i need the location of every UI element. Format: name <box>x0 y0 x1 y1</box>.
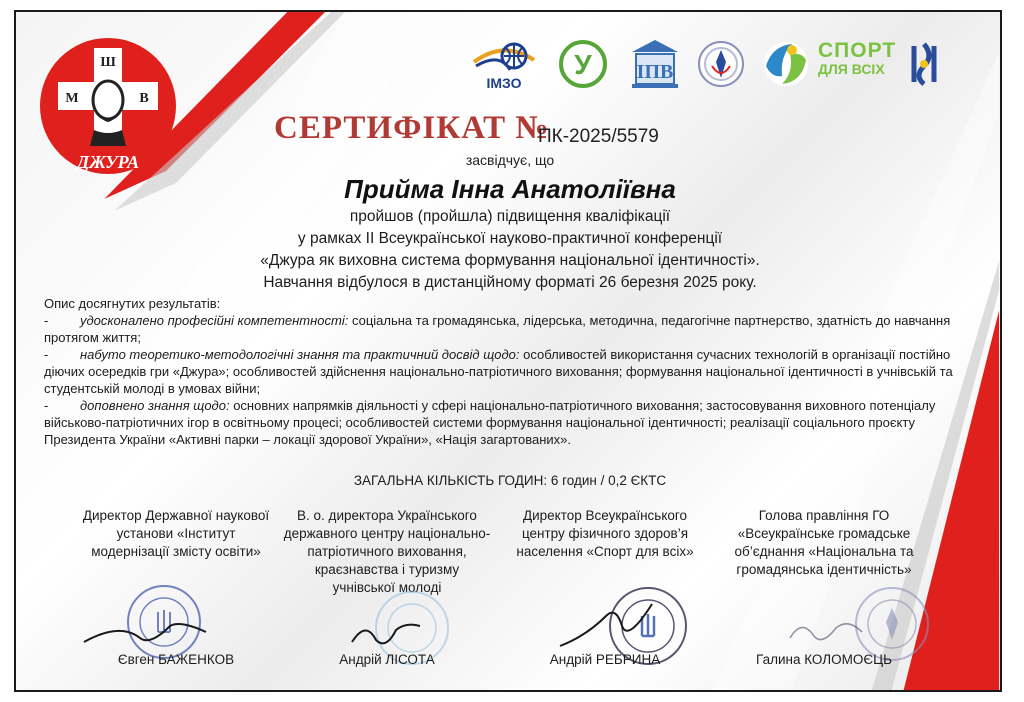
result-item-2 <box>44 346 974 397</box>
logo-name: ДЖУРА <box>76 152 140 172</box>
results-section <box>44 295 974 448</box>
result-dash: - <box>44 313 49 328</box>
flame-symbol-icon <box>904 36 944 92</box>
body-line-1: пройшов (пройшла) підвищення кваліфікації <box>349 208 671 225</box>
imzo-text: ІМЗО <box>486 75 522 91</box>
u-logo-text: У <box>574 49 592 80</box>
signatory-name-4: Галина КОЛОМОЄЦЬ <box>756 652 892 667</box>
logo-letter-top: Ш <box>100 55 116 70</box>
result-text: особливостей використання сучасних технологій в організації постійно діючих осередків гри «Джура»; особливостей здійснення національно-патріотичного виховання; формування національної ідентичності в учнівській та студентській молоді в умовах війни; <box>44 347 953 396</box>
results-heading: Опис досягнутих результатів: <box>44 296 221 311</box>
result-dash: - <box>44 398 49 413</box>
body-line-3: «Джура як виховна система формування національної ідентичності». <box>260 252 760 269</box>
body-line-4: Навчання відбулося в дистанційному форматі 26 березня 2025 року. <box>263 274 757 291</box>
signatory-title-1: Директор Державної наукової установи «Інститут модернізації змісту освіти» <box>82 508 270 559</box>
signature-2-icon <box>346 612 426 652</box>
certificate-number: ПК-2025/5579 <box>538 126 659 147</box>
certificate <box>14 10 1002 692</box>
result-dash: - <box>44 347 49 362</box>
signature-4-icon <box>786 612 866 652</box>
imzo-logo <box>470 36 538 92</box>
signatory-name-2: Андрій ЛІСОТА <box>339 652 435 667</box>
recipient-name: Прийма Інна Анатоліївна <box>344 174 676 204</box>
signatory-title-4: Голова правління ГО «Всеукраїнське громадське об’єднання «Національна та громадянська ідентичність» <box>734 508 914 577</box>
sport-for-all-logo <box>818 39 897 78</box>
signatory-name-3: Андрій РЕБРИНА <box>549 652 661 667</box>
result-label: набуто теоретико-методологічні знання та практичний досвід щодо: <box>80 347 520 362</box>
sport-for-all-subtitle: ДЛЯ ВСІХ <box>818 61 885 77</box>
result-item-3 <box>44 397 974 448</box>
result-text: основних напрямків діяльності у сфері національно-патріотичного виховання; застосовування виховного потенціалу військово-патріотичних ігор в освітньому процесі; особливостей системи формування національної ідентичності; реалізації соціального проєкту Президента України «Активні парки – локації здорової України», «Нація загартованих». <box>44 398 936 447</box>
logo-letter-left: М <box>65 91 79 106</box>
body-line-2: у рамках ІІ Всеукраїнської науково-практичної конференції <box>297 230 723 247</box>
result-label: удосконалено професійні компетентності: <box>80 313 349 328</box>
signature-1-icon <box>80 612 210 652</box>
sport-for-all-icon <box>762 36 810 92</box>
signatory-title-2: В. о. директора Українського державного центру національно-патріотичного виховання, краєзнавства і туризму учнівської молоді <box>283 508 491 595</box>
signatory-name-1: Євген БАЖЕНКОВ <box>117 652 235 667</box>
emblem-logo <box>696 36 746 92</box>
certifies-text: засвідчує, що <box>465 152 555 168</box>
logo-letter-right: В <box>139 91 149 106</box>
u-logo <box>558 36 608 92</box>
sport-for-all-title: СПОРТ <box>818 39 897 62</box>
total-hours: ЗАГАЛЬНА КІЛЬКІСТЬ ГОДИН: 6 годин / 0,2 ЄКТС <box>353 473 667 488</box>
certificate-title: СЕРТИФІКАТ № <box>274 110 550 146</box>
ipv-logo <box>628 36 682 92</box>
ipv-text: ІПВ <box>636 61 674 83</box>
result-label: доповнено знання щодо: <box>80 398 230 413</box>
signature-3-icon <box>556 596 656 656</box>
signatory-title-3: Директор Всеукраїнського центру фізичного здоров’я населення «Спорт для всіх» <box>516 508 694 559</box>
result-text: соціальна та громадянська, лідерська, методична, педагогічне партнерство, здатність до навчання протягом життя; <box>44 313 951 345</box>
result-item-1 <box>44 312 974 346</box>
